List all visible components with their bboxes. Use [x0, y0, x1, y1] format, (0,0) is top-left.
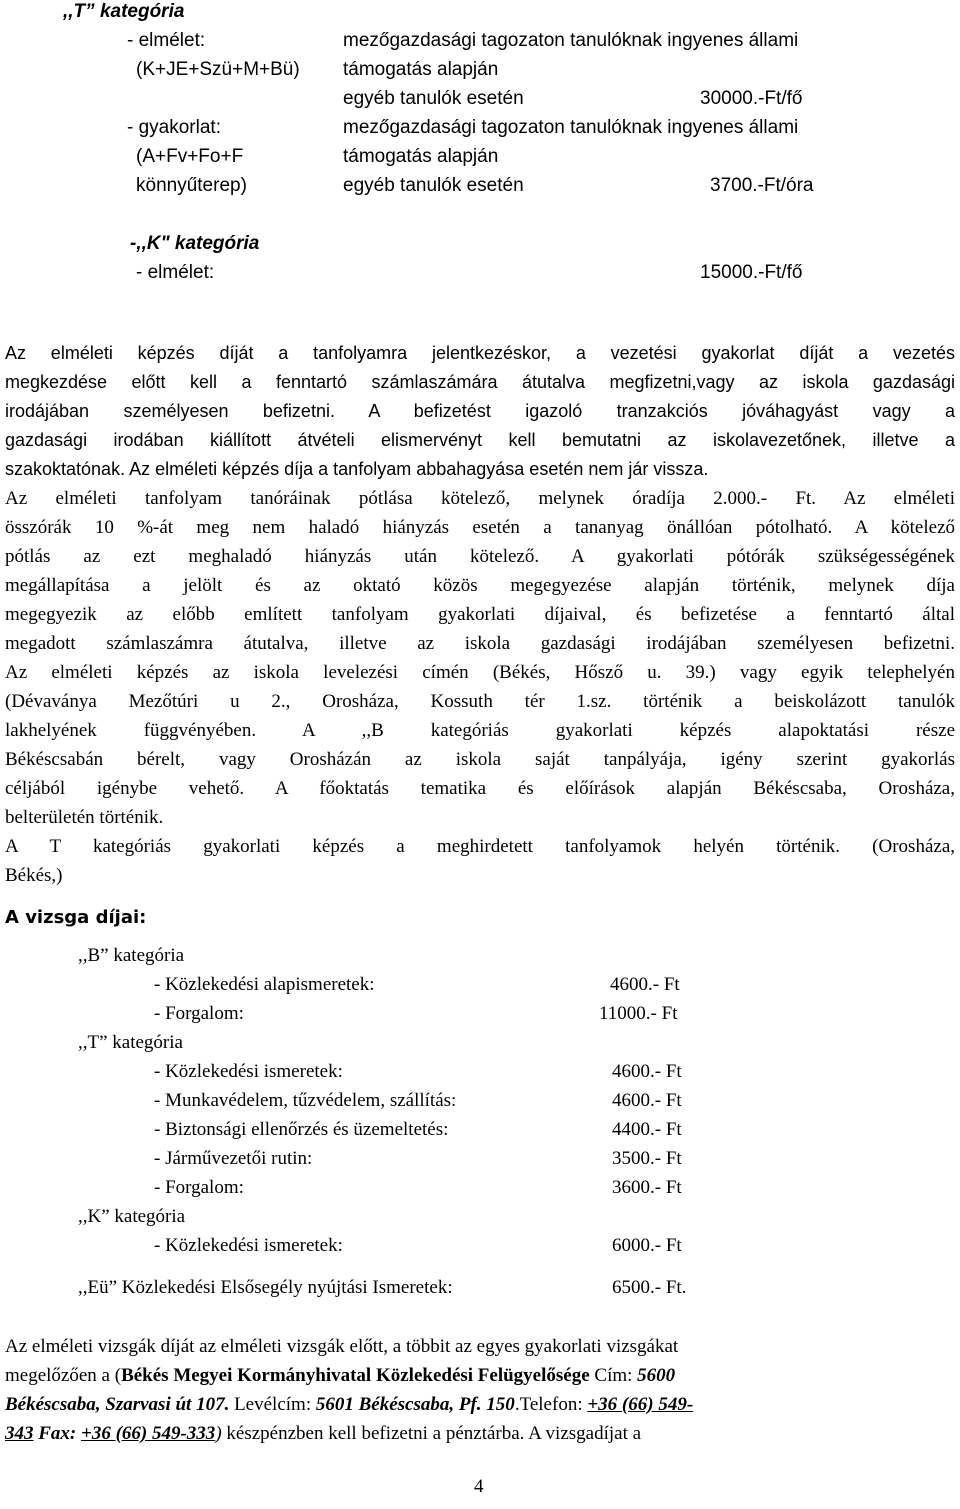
- exam-fee-amount: 4600.- Ft: [612, 1090, 682, 1111]
- exam-fee-label: - Közlekedési ismeretek:: [154, 1061, 343, 1082]
- text-line: megadott számlaszámra átutalva, illetve az iskola gazdasági irodájában személyesen befizetni.: [5, 633, 955, 654]
- address: Békéscsaba, Szarvasi út 107.: [5, 1394, 230, 1415]
- text-line: Az elméleti vizsgák díját az elméleti vizsgák előtt, a többit az egyes gyakorlati vizsgákat: [5, 1336, 679, 1357]
- t-practice-label: - gyakorlat:: [127, 117, 221, 138]
- text-line: belterületén történik.: [5, 807, 164, 828]
- text-line: Békéscsabán bérelt, vagy Orosházán az iskola saját tanpályája, igény szerint gyakorlás: [5, 749, 955, 770]
- text-run: ): [215, 1423, 222, 1444]
- text-run: .Telefon:: [514, 1394, 588, 1415]
- t-practice-desc-2: támogatás alapján: [343, 146, 499, 167]
- t-theory-label: - elmélet:: [127, 30, 206, 51]
- t-practice-other-label: egyéb tanulók esetén: [343, 175, 524, 196]
- exam-k-category-title: ,,K” kategória: [78, 1206, 186, 1227]
- text-line: szakoktatónak. Az elméleti képzés díja a tanfolyam abbahagyása esetén nem jár vissza.: [5, 459, 709, 479]
- text-line: Békés,): [5, 865, 63, 886]
- text-line: céljából igénybe vehető. A főoktatás tematika és előírások alapján Békéscsaba, Orosháza,: [5, 778, 955, 799]
- t-theory-price: 30000.-Ft/fő: [700, 88, 803, 109]
- t-theory-desc-2: támogatás alapján: [343, 59, 499, 80]
- exam-fee-row: [154, 1057, 714, 1086]
- t-practice-price: 3700.-Ft/óra: [710, 175, 814, 196]
- t-category-title: ,,T” kategória: [63, 1, 185, 22]
- t-theory-desc-1: mezőgazdasági tagozaton tanulóknak ingyenes állami: [343, 30, 799, 51]
- exam-fee-label: - Közlekedési alapismeretek:: [154, 974, 375, 995]
- exam-fee-row: [154, 1144, 714, 1173]
- t-theory-other-label: egyéb tanulók esetén: [343, 88, 524, 109]
- mailing-address: 5601 Békéscsaba, Pf. 150: [315, 1394, 515, 1415]
- text-line: megkezdése előtt kell a fenntartó számlaszámára átutalva megfizetni,vagy az iskola gazdasági: [5, 372, 955, 392]
- t-practice-subcategories-2: könnyűterep): [136, 175, 247, 196]
- exam-fee-amount: 11000.- Ft: [599, 1003, 678, 1024]
- text-run: Levélcím:: [229, 1394, 316, 1415]
- exam-fee-row: [154, 1231, 714, 1260]
- exam-fee-amount: 4400.- Ft: [612, 1119, 682, 1140]
- exam-fee-amount: 4600.- Ft: [612, 1061, 682, 1082]
- payment-paragraph: [5, 339, 955, 484]
- exam-eu-amount: 6500.- Ft.: [612, 1277, 687, 1298]
- exam-fee-label: - Biztonsági ellenőrzés és üzemeltetés:: [154, 1119, 449, 1140]
- fax-label: Fax:: [33, 1423, 81, 1444]
- text-line: lakhelyének függvényében. A ,,B kategóriás gyakorlati képzés alapoktatási része: [5, 720, 955, 741]
- exam-fee-amount: 3500.- Ft: [612, 1148, 682, 1169]
- exam-fees-heading: A vizsga díjai:: [5, 907, 147, 928]
- exam-t-category-title: ,,T” kategória: [78, 1032, 183, 1053]
- t-practice-desc-1: mezőgazdasági tagozaton tanulóknak ingyenes állami: [343, 117, 799, 138]
- k-theory-price: 15000.-Ft/fő: [700, 262, 803, 283]
- exam-fee-label: - Forgalom:: [154, 1003, 244, 1024]
- t-theory-subcategories: (K+JE+Szü+M+Bü): [136, 59, 300, 80]
- training-paragraph: [5, 484, 955, 890]
- exam-fee-label: - Járművezetői rutin:: [154, 1148, 313, 1169]
- exam-eu-label: ,,Eü” Közlekedési Elsősegély nyújtási Ismeretek:: [78, 1277, 453, 1298]
- text-line: összórák 10 %-át meg nem haladó hiányzás esetén a tananyag önállóan pótolható. A kötelező: [5, 517, 955, 538]
- text-line: Az elméleti képzés díját a tanfolyamra jelentkezéskor, a vezetési gyakorlat díját a vezetés: [5, 343, 955, 363]
- exam-fee-amount: 4600.- Ft: [610, 974, 680, 995]
- fax-number-link[interactable]: +36 (66) 549-333: [81, 1423, 216, 1444]
- exam-fee-amount: 6000.- Ft: [612, 1235, 682, 1256]
- text-line: pótlás az ezt meghaladó hiányzás után kötelező. A gyakorlati pótórák szükségességének: [5, 546, 955, 567]
- postal-code: 5600: [637, 1365, 676, 1386]
- text-run: megelőzően a (: [5, 1365, 122, 1386]
- text-run: Cím:: [589, 1365, 638, 1386]
- k-category-title: -,,K" kategória: [130, 233, 260, 254]
- exam-payment-paragraph: [5, 1332, 955, 1448]
- text-line: [5, 1361, 955, 1390]
- text-line: (Dévaványa Mezőtúri u 2., Orosháza, Kossuth tér 1.sz. történik a beiskolázott tanulók: [5, 691, 955, 712]
- k-theory-label: - elmélet:: [136, 262, 215, 283]
- authority-name: Békés Megyei Kormányhivatal Közlekedési Felügyelősége: [121, 1365, 590, 1386]
- text-line: megegyezik az előbb említett tanfolyam gyakorlati díjaival, és befizetése a fenntartó által: [5, 604, 955, 625]
- exam-fee-label: - Munkavédelem, tűzvédelem, szállítás:: [154, 1090, 457, 1111]
- text-line: gazdasági irodában kiállított átvételi elismervényt kell bemutatni az iskolavezetőnek, illetve a: [5, 430, 955, 450]
- text-line: Az elméleti képzés az iskola levelezési címén (Békés, Hősző u. 39.) vagy egyik telephelyén: [5, 662, 955, 683]
- text-line: Az elméleti tanfolyam tanóráinak pótlása kötelező, melynek óradíja 2.000.- Ft. Az elméleti: [5, 488, 955, 509]
- exam-fee-label: - Közlekedési ismeretek:: [154, 1235, 343, 1256]
- exam-fee-row: [154, 999, 714, 1028]
- phone-number-link[interactable]: 343: [5, 1423, 34, 1444]
- t-practice-subcategories-1: (A+Fv+Fo+F: [136, 146, 244, 167]
- text-line: irodájában személyesen befizetni. A befizetést igazoló tranzakciós jóváhagyást vagy a: [5, 401, 955, 421]
- exam-fee-label: - Forgalom:: [154, 1177, 244, 1198]
- text-line: [5, 1419, 955, 1448]
- exam-fee-row: [154, 1173, 714, 1202]
- exam-fee-row: [154, 970, 714, 999]
- exam-b-category-title: ,,B” kategória: [78, 945, 185, 966]
- text-line: [5, 1390, 955, 1419]
- page-number: 4: [474, 1476, 484, 1497]
- phone-number-link[interactable]: +36 (66) 549-: [587, 1394, 694, 1415]
- exam-fee-row: [154, 1115, 714, 1144]
- exam-fee-row: [154, 1086, 714, 1115]
- text-run: készpénzben kell befizetni a pénztárba. A vizsgadíjat a: [221, 1423, 642, 1444]
- text-line: megállapítása a jelölt és az oktató közös megegyezése alapján történik, melynek díja: [5, 575, 955, 596]
- exam-fee-amount: 3600.- Ft: [612, 1177, 682, 1198]
- text-line: A T kategóriás gyakorlati képzés a meghirdetett tanfolyamok helyén történik. (Orosháza,: [5, 836, 955, 857]
